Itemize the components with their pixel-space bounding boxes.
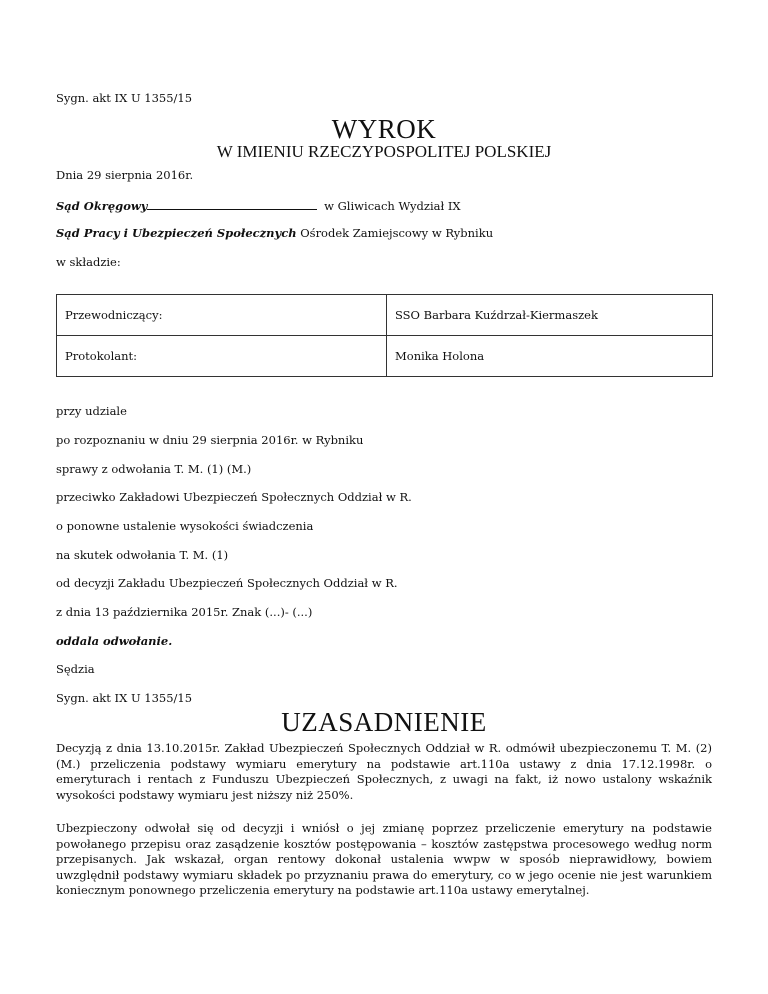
justification-paragraph: Decyzją z dnia 13.10.2015r. Zakład Ubezpieczeń Społecznych Oddział w R. odmówił ubezpieczonemu T. M. (2) (M.) przeliczenia podstawy wymiaru emerytury na podstawie art.110a ustawy z dnia 17.12.1998r. o emeryturach i rentach z Funduszu Ubezpieczeń Społecznych, z uwagi na fakt, iż nowo ustalony wskaźnik wysokości podstawy wymiaru jest niższy niż 250%. xyxy=(56,741,712,802)
judgment-date: Dnia 29 sierpnia 2016r. xyxy=(56,168,194,182)
panel-row xyxy=(57,336,713,377)
verdict: oddala odwołanie. xyxy=(56,634,173,648)
justification-paragraph: Ubezpieczony odwołał się od decyzji i wniósł o jej zmianę poprzez przeliczenie emerytury na podstawie powołanego przepisu oraz zasądzenie kosztów postępowania – kosztów zastępstwa procesowego według norm przepisanych. Jak wskazał, organ rentowy dokonał ustalenia wwpw w sposób nieprawidłowy, bowiem uwzględnił podstawy wymiaru składek po przyznaniu prawa do emerytury, co w jego ocenie nie jest warunkiem koniecznym ponownego przeliczenia emerytury na podstawie art.110a ustawy emerytalnej. xyxy=(56,821,712,898)
body-line: przeciwko Zakładowi Ubezpieczeń Społecznych Oddział w R. xyxy=(56,490,412,504)
body-line: od decyzji Zakładu Ubezpieczeń Społecznych Oddział w R. xyxy=(56,576,398,590)
body-line: po rozpoznaniu w dniu 29 sierpnia 2016r. w Rybniku xyxy=(56,433,364,447)
court-location: w Gliwicach Wydział IX xyxy=(324,199,461,213)
judge-label: Sędzia xyxy=(56,662,95,676)
court-division: Sąd Pracy i Ubezpieczeń Społecznych xyxy=(56,226,297,240)
panel-role: Przewodniczący: xyxy=(57,295,387,336)
court-division-line xyxy=(56,226,493,240)
body-line: przy udziale xyxy=(56,404,127,418)
body-line: na skutek odwołania T. M. (1) xyxy=(56,548,229,562)
case-signature-bottom: Sygn. akt IX U 1355/15 xyxy=(56,691,193,705)
panel-person: Monika Holona xyxy=(387,336,713,377)
body-line: sprawy z odwołania T. M. (1) (M.) xyxy=(56,462,252,476)
court-name-underline xyxy=(147,197,317,210)
court-name: Sąd Okręgowy xyxy=(56,199,148,213)
panel-table xyxy=(56,294,713,377)
body-line: z dnia 13 października 2015r. Znak (...)- (...) xyxy=(56,605,313,619)
justification-title: UZASADNIENIE xyxy=(281,707,487,737)
court-branch: Ośrodek Zamiejscowy w Rybniku xyxy=(300,226,494,240)
panel-row xyxy=(57,295,713,336)
court-line xyxy=(56,197,461,213)
document-subtitle: W IMIENIU RZECZYPOSPOLITEJ POLSKIEJ xyxy=(216,142,552,161)
case-signature-top: Sygn. akt IX U 1355/15 xyxy=(56,91,193,105)
document-title: WYROK xyxy=(331,114,437,144)
panel-person: SSO Barbara Kuźdrzał-Kiermaszek xyxy=(387,295,713,336)
composition-label: w składzie: xyxy=(56,255,121,269)
body-line: o ponowne ustalenie wysokości świadczenia xyxy=(56,519,314,533)
panel-role: Protokolant: xyxy=(57,336,387,377)
